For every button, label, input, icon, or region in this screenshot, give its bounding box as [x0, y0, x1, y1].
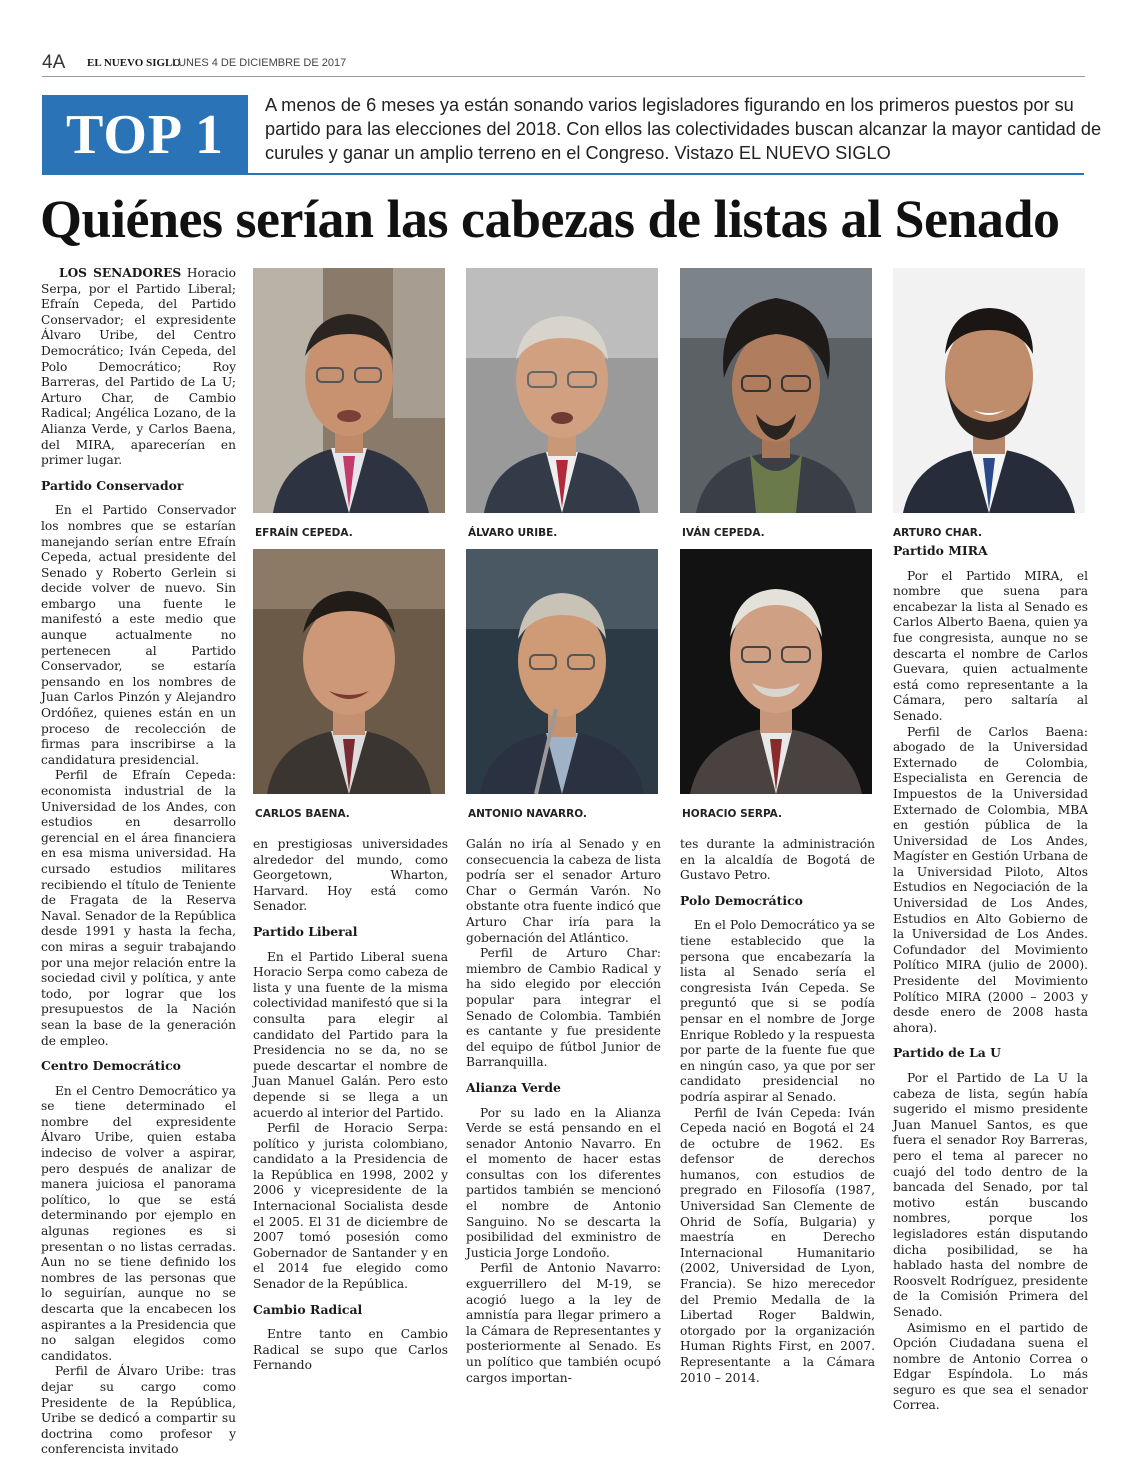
paragraph: tes durante la administración en la alcaldía de Bogotá de Gustavo Petro. — [680, 837, 875, 883]
dek: A menos de 6 meses ya están sonando varios legisladores figurando en los primeros puestos por su partido para las elecciones del 2018. Con ellos las colectividades buscan alcanzar la mayor cantidad de curules y ganar un amplio terreno en el Congreso. Vistazo EL NUEVO SIGLO — [265, 95, 1102, 163]
paragraph: Por el Partido de La U la cabeza de lista, según había sugerido el mismo presidente Juan Manuel Santos, es que fuera el senador Roy Barreras, pero el tema al parecer no cuajó del todo dentro de la bancada del Senado, por tal motivo están buscando nombres, porque los legisladores están disputando dicha posibilidad, se ha hablado hasta del nombre de Roosvelt Rodríguez, presidente de la Comisión Primera del Senado. — [893, 1071, 1088, 1319]
column-4 — [680, 837, 875, 1386]
issue-date: LUNES 4 DE DICIEMBRE DE 2017 — [172, 57, 347, 69]
paragraph: Entre tanto en Cambio Radical se supo que Carlos Fernando — [253, 1327, 448, 1373]
caption-antonio-navarro: ANTONIO NAVARRO. — [468, 808, 587, 820]
section-heading: Alianza Verde — [466, 1079, 561, 1095]
caption-carlos-baena: CARLOS BAENA. — [255, 808, 350, 820]
paragraph: Perfil de Álvaro Uribe: tras dejar su cargo como Presidente de la República, Uribe se dedicó a compartir su doctrina como profesor y conferencista invitado — [41, 1364, 236, 1457]
lead-paragraph: Horacio Serpa, por el Partido Liberal; Efraín Cepeda, del Partido Conservador; el expresidente Álvaro Uribe, del Centro Democrático; Iván Cepeda, del Polo Democrático; Roy Barreras, del Partido de La U; Arturo Char, de Cambio Radical; Angélica Lozano, de la Alianza Verde, y Carlos Baena, del MIRA, aparecerían en primer lugar. — [41, 266, 237, 468]
paper-name: EL NUEVO SIGLO — [87, 57, 181, 69]
paragraph: Perfil de Efraín Cepeda: economista industrial de la Universidad de los Andes, con estudios en desarrollo gerencial en el área financiera en esa misma universidad. Ha cursado estudios militares recibiendo el título de Teniente de Fragata de la Reserva Naval. Senador de la República desde 1991 y hasta la fecha, con miras a seguir trabajando por una mejor relación entre la sociedad civil y política, y ante todo, por lograr que los presupuestos de la Nación sean la base de la generación de empleo. — [41, 768, 236, 1048]
section-heading: Partido Conservador — [41, 477, 184, 493]
section-heading: Partido de La U — [893, 1045, 1001, 1061]
caption-efrain-cepeda: EFRAÍN CEPEDA. — [255, 527, 353, 539]
photo-alvaro-uribe — [466, 268, 658, 513]
paragraph: En el Partido Liberal suena Horacio Serpa como cabeza de lista y una fuente de la misma colectividad manifestó que si la consulta para elegir al candidato del Partido para la Presidencia no se da, no se puede descartar el nombre de Juan Manuel Galán. Pero esto depende si se llega a un acuerdo al interior del Partido. — [253, 949, 449, 1120]
folio-rule — [42, 76, 1085, 77]
paragraph: Asimismo en el partido de Opción Ciudadana suena el nombre de Antonio Correa o Edgar Espíndola. Lo más seguro es que sea el senador Correa. — [893, 1320, 1088, 1413]
paragraph: Perfil de Horacio Serpa: político y jurista colombiano, candidato a la Presidencia de la República en 1998, 2002 y 2006 y vicepresidente de la Internacional Socialista desde el 2005. El 31 de diciembre de 2007 tomó posesión como Gobernador de Santander y en el 2014 fue elegido como Senador de la República. — [253, 1121, 448, 1292]
caption-arturo-char: ARTURO CHAR. — [893, 527, 982, 539]
top-label: TOP 1 — [65, 104, 224, 166]
paragraph: en prestigiosas universidades alrededor del mundo, como Georgetown, Wharton, Harvard. Hoy está como Senador. — [253, 837, 448, 914]
photo-carlos-baena — [253, 549, 445, 794]
paragraph: En el Polo Democrático ya se tiene establecido que la persona que encabezaría la lista al Senado sería el congresista Iván Cepeda. Se preguntó que si se podía pensar en el nombre de Jorge Enrique Robledo y la respuesta por parte de la fuente fue que en ningún caso, ya que por ser candidato presidencial no podría aspirar al Senado. — [680, 918, 875, 1104]
top-label-box — [42, 95, 248, 175]
paragraph: Por su lado en la Alianza Verde se está pensando en el senador Antonio Navarro. En el momento de hacer estas consultas con los diferentes partidos también se mencionó el nombre de Antonio Sanguino. No se descarta la posibilidad del exministro de Justicia Jorge Londoño. — [466, 1105, 661, 1260]
photo-antonio-navarro — [466, 549, 658, 794]
section-heading: Partido Liberal — [253, 923, 358, 939]
top-underline — [248, 173, 1084, 175]
column-2 — [253, 837, 448, 1374]
column-1 — [41, 266, 236, 1458]
photo-ivan-cepeda — [680, 268, 872, 513]
paragraph: Perfil de Iván Cepeda: Iván Cepeda nació en Bogotá el 24 de octubre de 1962. Es defensor de derechos humanos, con estudios de pregrado en Filosofía (1987, Universidad San Clemente de Ohrid de Sofía, Bulgaria) y maestría en Derecho Internacional Humanitario (2002, Universidad de Lyon, Francia). Se hizo merecedor del Premio Medalla de la Libertad Roger Baldwin, otorgado por la organización Human Rights First, en 2007. Representante a la Cámara 2010 – 2014. — [680, 1105, 875, 1385]
paragraph: Perfil de Antonio Navarro: exguerrillero del M-19, se acogió luego a la ley de amnistía para llegar primero a la Cámara de Representantes y posteriormente al Senado. Es un político que también ocupó cargos importan- — [466, 1261, 661, 1385]
section-heading: Centro Democrático — [41, 1058, 181, 1074]
section-heading: Partido MIRA — [893, 543, 988, 558]
caption-horacio-serpa: HORACIO SERPA. — [682, 808, 782, 820]
column-5 — [893, 543, 1088, 1414]
paragraph: Perfil de Arturo Char: miembro de Cambio Radical y ha sido elegido por elección popular para integrar el Senado de Colombia. También es cantante y fue presidente del equipo de fútbol Junior de Barranquilla. — [466, 946, 661, 1070]
section-heading: Polo Democrático — [680, 892, 803, 908]
paragraph: Galán no iría al Senado y en consecuencia la cabeza de lista podría ser el senador Arturo Char o Germán Varón. No obstante otra fuente indicó que Arturo Char iría para la gobernación del Atlántico. — [466, 837, 661, 945]
section-heading: Cambio Radical — [253, 1301, 363, 1317]
paragraph: Por el Partido MIRA, el nombre que suena para encabezar la lista al Senado es Carlos Alberto Baena, quien ya fue congresista, aunque no se descarta el nombre de Carlos Guevara, quien actualmente está como representante a la Cámara, pero saltaría al Senado. — [893, 568, 1088, 723]
column-3 — [466, 837, 661, 1386]
page-number: 4A — [42, 52, 66, 73]
headline: Quiénes serían las cabezas de listas al Senado — [40, 189, 1060, 249]
caption-alvaro-uribe: ÁLVARO URIBE. — [468, 527, 558, 539]
lead-in: LOS SENADORES — [59, 266, 182, 280]
photo-arturo-char — [893, 268, 1085, 513]
photo-horacio-serpa — [680, 549, 872, 794]
paragraph: En el Partido Conservador los nombres que se estarían manejando serían entre Efraín Cepeda, actual presidente del Senado y Roberto Gerlein si decide volver de nuevo. Sin embargo una fuente le manifestó a este medio que aunque actualmente no pertenecen al Partido Conservador, se estaría pensando en los nombres de Juan Carlos Pinzón y Alejandro Ordóñez, quienes están en un proceso de recolección de firmas para inscribirse a la candidatura presidencial. — [41, 503, 236, 767]
paragraph: Perfil de Carlos Baena: abogado de la Universidad Externado de Colombia, Especialista en Gerencia de Impuestos de la Universidad Externado de Colombia, MBA en gestión pública de la Universidad de Los Andes, Magíster en Gestión Urbana de la Universidad Piloto, Altos Estudios en Negociación de la Universidad de Los Andes, Estudios en Alto Gobierno de la Universidad de Los Andes. Cofundador del Movimiento Político MIRA (julio de 2000). Presidente del Movimiento Político MIRA (2000 – 2003 y desde enero de 2008 hasta ahora). — [893, 724, 1088, 1035]
paragraph: En el Centro Democrático ya se tiene determinado el nombre del expresidente Álvaro Uribe, quien estaba indeciso de volver a aspirar, pero después de analizar de manera juiciosa el panorama político, lo que se está determinando por ejemplo en algunas regiones es si presentan o no listas cerradas. Aun no se tiene definido los nombres de las personas que lo seguirían, aunque no se descarta que la encabecen los aspirantes a la Presidencia que no salgan elegidos como candidatos. — [41, 1083, 236, 1363]
folio — [42, 52, 1085, 74]
photo-efrain-cepeda — [253, 268, 445, 513]
caption-ivan-cepeda: IVÁN CEPEDA. — [682, 527, 765, 539]
